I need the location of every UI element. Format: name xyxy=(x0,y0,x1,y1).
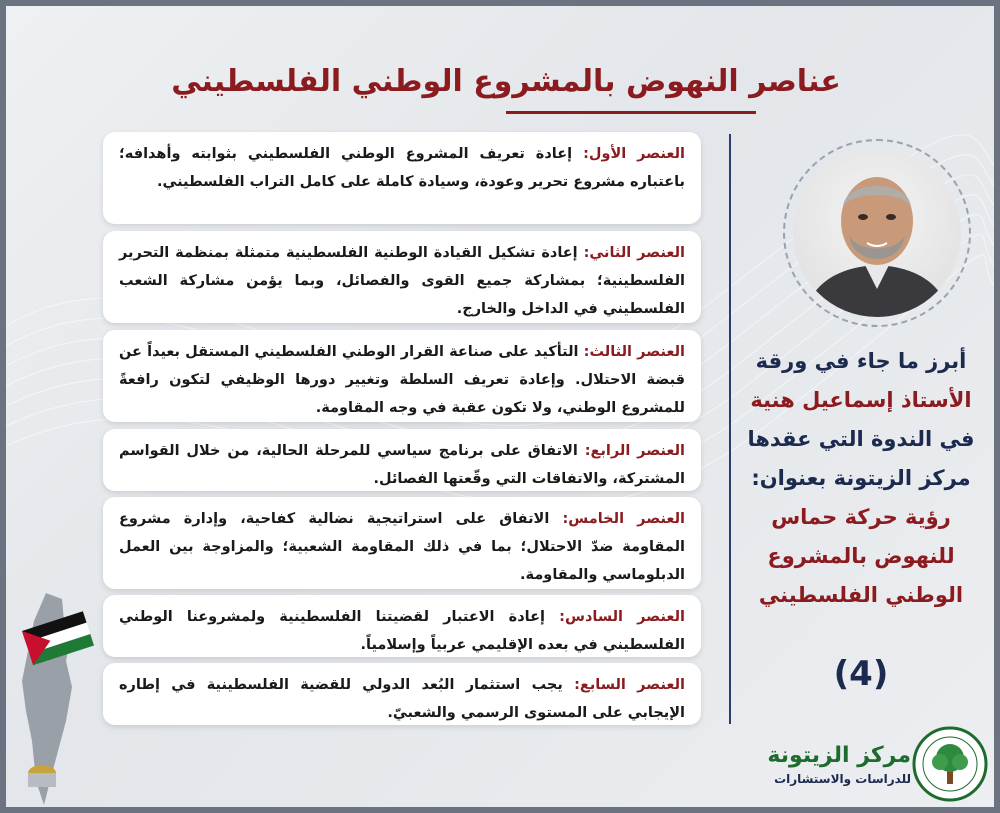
list-item xyxy=(103,231,701,323)
side-line: في الندوة التي عقدها xyxy=(747,427,975,451)
item-text: إعادة تشكيل القيادة الوطنية الفلسطينية متمثلة بمنظمة التحرير الفلسطينية؛ بمشاركة جميع القوى والفصائل، وبما يؤمن مشاركة الشعب الفلسطيني في الداخل والخارج. xyxy=(119,245,685,317)
vertical-divider xyxy=(729,134,731,724)
side-line-topic: للنهوض بالمشروع xyxy=(767,544,955,568)
side-line: أبرز ما جاء في ورقة xyxy=(755,349,967,373)
title-underline xyxy=(506,111,756,114)
side-caption xyxy=(741,342,981,615)
logo-name: مركز الزيتونة xyxy=(767,743,911,768)
side-line-speaker: الأستاذ إسماعيل هنية xyxy=(750,388,972,412)
item-label: العنصر الخامس: xyxy=(562,511,685,527)
item-text: الاتفاق على استراتيجية نضالية كفاحية، وإدارة مشروع المقاومة ضدّ الاحتلال؛ بما في ذلك المقاومة الشعبية؛ والمزاوجة بين العمل الدبلوماسي والمقاومة. xyxy=(119,511,685,583)
olive-tree-logo-icon xyxy=(912,726,988,802)
portrait-illustration xyxy=(793,149,961,317)
item-label: العنصر الرابع: xyxy=(584,443,686,459)
item-text: الاتفاق على برنامج سياسي للمرحلة الحالية، من خلال القواسم المشتركة، والاتفاقات التي وقّعتها الفصائل. xyxy=(119,443,685,487)
list-item xyxy=(103,429,701,491)
list-item xyxy=(103,497,701,589)
list-item xyxy=(103,663,701,725)
logo-wordmark xyxy=(756,741,911,787)
item-text: إعادة الاعتبار لقضيتنا الفلسطينية ولمشروعنا الوطني الفلسطيني في بعده الإقليمي عربياً وإسلامياً. xyxy=(119,609,685,653)
item-label: العنصر الأول: xyxy=(583,146,685,162)
item-label: العنصر الثالث: xyxy=(583,344,685,360)
item-text: التأكيد على صناعة القرار الوطني الفلسطيني المستقل بعيداً عن قبضة الاحتلال. وإعادة تعريف السلطة وتغيير دورها الوظيفي لتكون رافعةً للمشروع الوطني، ولا تكون عقبة في وجه المقاومة. xyxy=(119,344,685,416)
part-number: (4) xyxy=(833,654,889,694)
page-title: عناصر النهوض بالمشروع الوطني الفلسطيني xyxy=(171,64,841,99)
logo-subtitle: للدراسات والاستشارات xyxy=(774,772,911,786)
list-item xyxy=(103,330,701,422)
side-line-topic: الوطني الفلسطيني xyxy=(758,583,964,607)
item-text: يجب استثمار البُعد الدولي للقضية الفلسطينية في إطاره الإيجابي على المستوى الرسمي والشعبيّ. xyxy=(119,677,685,721)
portrait-photo xyxy=(793,149,961,317)
item-label: العنصر الثاني: xyxy=(583,245,685,261)
list-item xyxy=(103,595,701,657)
item-label: العنصر السابع: xyxy=(574,677,685,693)
side-line: مركز الزيتونة بعنوان: xyxy=(751,466,971,490)
item-label: العنصر السادس: xyxy=(559,609,685,625)
side-line-topic: رؤية حركة حماس xyxy=(771,505,951,529)
palestine-map-icon xyxy=(6,591,106,807)
list-item xyxy=(103,132,701,224)
item-text: إعادة تعريف المشروع الوطني الفلسطيني بثوابته وأهدافه؛ باعتباره مشروع تحرير وعودة، وسيادة كاملة على كامل التراب الفلسطيني. xyxy=(119,146,685,190)
